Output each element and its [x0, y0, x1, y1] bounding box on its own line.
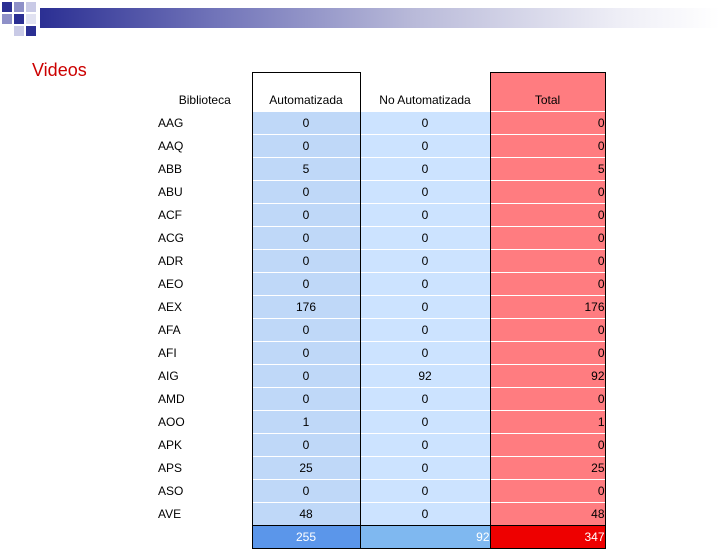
row-automatizada: 0	[252, 342, 360, 365]
row-no-automatizada: 0	[360, 273, 490, 296]
row-total: 0	[490, 480, 605, 503]
table-row	[158, 296, 605, 319]
table-row	[158, 365, 605, 388]
row-no-automatizada: 0	[360, 319, 490, 342]
row-total: 0	[490, 227, 605, 250]
row-automatizada: 0	[252, 388, 360, 411]
row-library-name: AFI	[158, 342, 252, 365]
row-automatizada: 0	[252, 227, 360, 250]
total-automatizada: 255	[252, 526, 360, 549]
row-automatizada: 176	[252, 296, 360, 319]
row-no-automatizada: 0	[360, 250, 490, 273]
videos-table	[158, 72, 606, 549]
row-automatizada: 5	[252, 158, 360, 181]
row-automatizada: 0	[252, 480, 360, 503]
total-no-automatizada: 92	[360, 526, 490, 549]
table-row	[158, 204, 605, 227]
table-row	[158, 480, 605, 503]
table-row	[158, 135, 605, 158]
row-automatizada: 0	[252, 135, 360, 158]
row-automatizada: 0	[252, 250, 360, 273]
row-automatizada: 0	[252, 434, 360, 457]
row-total: 0	[490, 135, 605, 158]
row-library-name: ACF	[158, 204, 252, 227]
header-biblioteca: Biblioteca	[178, 93, 231, 107]
row-automatizada: 0	[252, 273, 360, 296]
row-library-name: AVE	[158, 503, 252, 526]
square-decoration	[2, 2, 12, 12]
row-total: 0	[490, 250, 605, 273]
row-no-automatizada: 0	[360, 342, 490, 365]
square-decoration	[14, 2, 24, 12]
totals-row	[158, 526, 605, 549]
row-automatizada: 0	[252, 181, 360, 204]
square-decoration	[26, 26, 36, 36]
table-row	[158, 112, 605, 135]
row-total: 0	[490, 434, 605, 457]
square-decoration	[14, 26, 24, 36]
row-no-automatizada: 0	[360, 296, 490, 319]
row-total: 5	[490, 158, 605, 181]
row-total: 0	[490, 112, 605, 135]
table-row	[158, 342, 605, 365]
table-row	[158, 503, 605, 526]
total-total: 347	[490, 526, 605, 549]
row-total: 0	[490, 388, 605, 411]
header-total: Total	[490, 73, 605, 112]
table-row	[158, 457, 605, 480]
table-row	[158, 319, 605, 342]
row-library-name: AIG	[158, 365, 252, 388]
row-total: 0	[490, 342, 605, 365]
totals-label-empty	[158, 526, 252, 549]
row-no-automatizada: 0	[360, 112, 490, 135]
row-no-automatizada: 0	[360, 411, 490, 434]
row-library-name: AAQ	[158, 135, 252, 158]
row-total: 0	[490, 204, 605, 227]
page-title: Videos	[32, 60, 87, 80]
table-header-row	[158, 73, 605, 112]
row-total: 0	[490, 181, 605, 204]
row-total: 92	[490, 365, 605, 388]
row-no-automatizada: 0	[360, 503, 490, 526]
row-no-automatizada: 0	[360, 457, 490, 480]
row-no-automatizada: 0	[360, 227, 490, 250]
row-library-name: ASO	[158, 480, 252, 503]
header-automatizada: Automatizada	[252, 73, 360, 112]
row-library-name: AFA	[158, 319, 252, 342]
row-automatizada: 1	[252, 411, 360, 434]
row-no-automatizada: 92	[360, 365, 490, 388]
row-library-name: APK	[158, 434, 252, 457]
table-row	[158, 227, 605, 250]
row-total: 1	[490, 411, 605, 434]
row-library-name: AEX	[158, 296, 252, 319]
row-total: 0	[490, 319, 605, 342]
row-automatizada: 0	[252, 204, 360, 227]
row-library-name: AMD	[158, 388, 252, 411]
table-row	[158, 158, 605, 181]
row-automatizada: 25	[252, 457, 360, 480]
header-no-automatizada: No Automatizada	[379, 93, 471, 107]
table-row	[158, 181, 605, 204]
row-library-name: ABU	[158, 181, 252, 204]
table-row	[158, 250, 605, 273]
row-automatizada: 0	[252, 319, 360, 342]
row-library-name: APS	[158, 457, 252, 480]
row-total: 0	[490, 273, 605, 296]
table-row	[158, 434, 605, 457]
row-library-name: ACG	[158, 227, 252, 250]
row-library-name: ABB	[158, 158, 252, 181]
row-automatizada: 48	[252, 503, 360, 526]
row-library-name: AAG	[158, 112, 252, 135]
row-no-automatizada: 0	[360, 158, 490, 181]
row-no-automatizada: 0	[360, 480, 490, 503]
row-automatizada: 0	[252, 365, 360, 388]
row-no-automatizada: 0	[360, 388, 490, 411]
row-library-name: ADR	[158, 250, 252, 273]
square-decoration	[14, 14, 24, 24]
row-library-name: AEO	[158, 273, 252, 296]
square-decoration	[2, 14, 12, 24]
row-no-automatizada: 0	[360, 181, 490, 204]
row-total: 48	[490, 503, 605, 526]
square-decoration	[26, 2, 36, 12]
row-total: 25	[490, 457, 605, 480]
header-gradient-bar	[40, 8, 720, 28]
row-library-name: AOO	[158, 411, 252, 434]
square-decoration	[26, 14, 36, 24]
table-row	[158, 388, 605, 411]
row-no-automatizada: 0	[360, 204, 490, 227]
row-automatizada: 0	[252, 112, 360, 135]
row-no-automatizada: 0	[360, 434, 490, 457]
table-row	[158, 273, 605, 296]
table-row	[158, 411, 605, 434]
row-no-automatizada: 0	[360, 135, 490, 158]
row-total: 176	[490, 296, 605, 319]
